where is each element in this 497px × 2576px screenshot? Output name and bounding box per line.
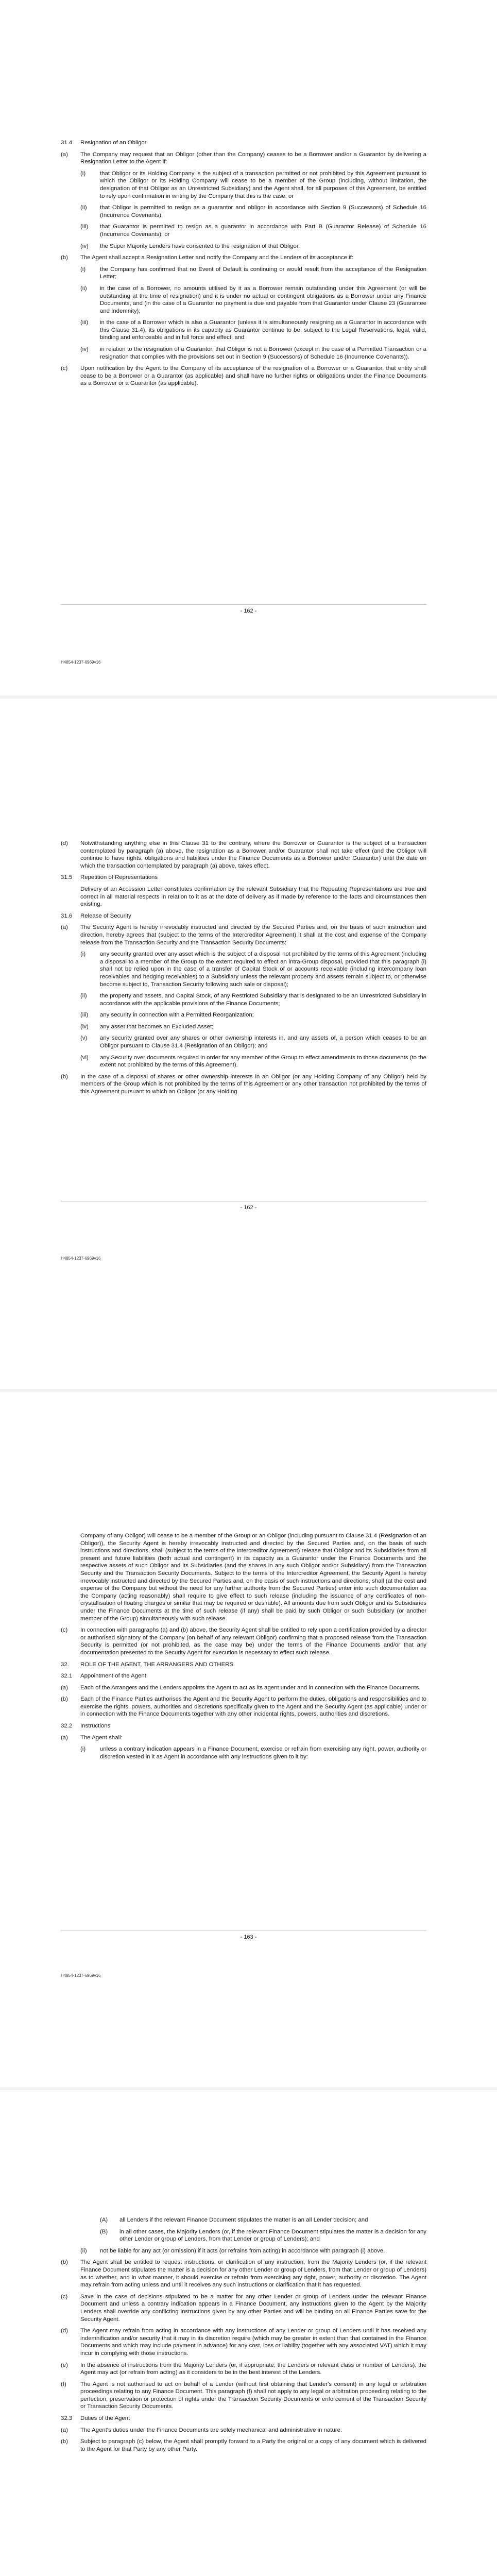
item-marker: (iv) <box>80 243 89 249</box>
clause-item <box>80 1035 426 1049</box>
clause-number: 31.6 <box>61 912 73 919</box>
item-marker: (b) <box>61 1073 68 1080</box>
item-marker: (i) <box>80 951 86 958</box>
item-text: Save in the case of decisions stipulated to be a matter for any other Lender or group of Lenders under the relevant Finance Document and unless a contrary indication appears in a Finance Document, any instructions given to the Agent by the Majority Lenders shall override any conflicting instructions given by any other Parties and will be binding on all Finance Parties save for the Security Agent. <box>80 2293 426 2323</box>
item-text: that Obligor is permitted to resign as a guarantor and obligor in accordance with Section 9 (Successors) of Schedule 16 (Incurrence Covenants); <box>100 205 426 218</box>
item-text: Notwithstanding anything else in this Clause 31 to the contrary, where the Borrower or Guarantor is the subject of a transaction contemplated by paragraph (a) above, the resignation as a Borrower and/or Guarantor shall not take effect (and the Obligor will continue to have rights, obligations and liabilities under the Finance Documents as a Borrower and/or Guarantor) until the date on which the transaction contemplated by paragraph (a) above, takes effect. <box>80 840 426 869</box>
item-marker: (ii) <box>80 285 87 292</box>
item-marker: (a) <box>61 1684 68 1691</box>
clause-number: 32. <box>61 1661 69 1668</box>
clause-item <box>80 170 426 200</box>
page-content <box>61 1532 426 1765</box>
clause-heading <box>61 874 426 882</box>
clause-item <box>61 840 426 870</box>
item-text: unless a contrary indication appears in a Finance Document, exercise or refrain from exercising any right, power, authority or discretion vested in it as Agent in accordance with any instructions given to it by: <box>100 1746 426 1760</box>
item-marker: (f) <box>61 2381 66 2387</box>
document-page-3 <box>0 1392 497 2087</box>
item-marker: (b) <box>61 2438 68 2445</box>
item-text: The Company may request that an Obligor (other than the Company) ceases to be a Borrower and/or a Guarantor by delivering a Resignation Letter to the Agent if: <box>80 151 426 165</box>
clause-number: 32.2 <box>61 1723 73 1730</box>
clause-title: Appointment of the Agent <box>80 1673 146 1680</box>
clause-number: 31.5 <box>61 874 73 881</box>
clause-item <box>80 2247 426 2255</box>
item-marker: (d) <box>61 840 68 846</box>
item-marker: (iii) <box>80 319 89 326</box>
item-text: In the absence of instructions from the Majority Lenders (or, if appropriate, the Lenders or relevant class or number of Lenders), the Agent may act (or refrain from acting) as it considers to be in the best interest of the Lenders. <box>80 2362 426 2376</box>
item-text: The Security Agent is hereby irrevocably instructed and directed by the Secured Parties and, on the basis of such instruction and direction, hereby agrees that (subject to the terms of the Intercreditor Agreement) it shall at the cost and expense of the Company release from the Transaction Security and the Transaction Security Documents: <box>80 924 426 946</box>
item-marker: (B) <box>100 2228 108 2235</box>
clause-item <box>80 223 426 238</box>
item-text: The Agent may refrain from acting in accordance with any instructions of any Lender or group of Lenders until it has received any indemnification and/or security that it may in its discretion require (which may be greater in extent than that contained in the Finance Documents and which may include payment in advance) for any cost, loss or liability (together with any associated VAT) which it may incur in complying with those instructions. <box>80 2328 426 2357</box>
page-content <box>61 2216 426 2457</box>
clause-paragraph: Delivery of an Accession Letter constitutes confirmation by the relevant Subsidiary that the Repeating Representations are true and correct in all material respects in relation to it as at the date of delivery as if made by reference to the facts and circumstances then existing. <box>80 886 426 908</box>
clause-number: 31.4 <box>61 140 73 146</box>
page-number: - 163 - <box>240 1934 257 1940</box>
clause-item <box>61 1626 426 1656</box>
item-marker: (b) <box>61 1696 68 1703</box>
clause-title: Release of Security <box>80 912 131 919</box>
clause-item <box>61 2427 426 2434</box>
clause-item <box>61 2362 426 2377</box>
page-number: - 162 - <box>240 1205 257 1211</box>
clause-item <box>61 1696 426 1718</box>
item-text: any security granted over any shares or other ownership interests in, and any assets of, a person which ceases to be an Obligor pursuant to Clause 31.4 (Resignation of an Obligor); and <box>100 1035 426 1049</box>
item-marker: (c) <box>61 365 68 372</box>
clause-item <box>80 319 426 342</box>
clause-item <box>61 2438 426 2453</box>
clause-item <box>80 951 426 988</box>
clause-item <box>100 2228 426 2243</box>
page-content <box>61 840 426 1100</box>
document-page-2 <box>0 699 497 1389</box>
clause-item <box>80 204 426 219</box>
item-text: the property and assets, and Capital Stock, of any Restricted Subsidiary that is designated to be an Unrestricted Subsidiary in accordance with the applicable provisions of the Finance Documents; <box>100 993 426 1007</box>
clause-item <box>80 1023 426 1031</box>
item-marker: (b) <box>61 2259 68 2266</box>
clause-item <box>80 243 426 250</box>
item-text: that Guarantor is permitted to resign as a guarantor in accordance with Part B (Guarantor Release) of Schedule 16 (Incurrence Covenants); or <box>100 224 426 238</box>
clause-heading <box>61 2415 426 2422</box>
item-marker: (ii) <box>80 2247 87 2254</box>
clause-number: 32.3 <box>61 2415 73 2422</box>
clause-item <box>80 1054 426 1069</box>
item-text: all Lenders if the relevant Finance Document stipulates the matter is an all Lender decision; and <box>119 2217 368 2223</box>
item-marker: (iv) <box>80 346 89 353</box>
item-marker: (c) <box>61 2293 68 2300</box>
clause-heading <box>61 1661 426 1669</box>
item-text: in all other cases, the Majority Lenders (or, if the relevant Finance Document stipulates the matter is a decision for any other Lender or group of Lenders, from that Lender or group of Lenders); and <box>119 2228 426 2243</box>
document-reference: H4854-1237-6969v16 <box>61 1256 101 1261</box>
item-text: in relation to the resignation of a Guarantor, that Obligor is not a Borrower (except in the case of a Permitted Transaction or a resignation that complies with the provisions set out in Section 9 (Successors) of Schedule 16 (Incurrence Covenants)). <box>100 346 426 360</box>
page-number: - 162 - <box>240 608 257 614</box>
item-marker: (a) <box>61 151 68 158</box>
document-page-4 <box>0 2090 497 2576</box>
clause-item <box>61 924 426 946</box>
item-marker: (iv) <box>80 1023 89 1030</box>
item-text: The Agent shall: <box>80 1734 123 1741</box>
item-marker: (ii) <box>80 993 87 999</box>
item-text: any asset that becomes an Excluded Asset; <box>100 1023 214 1030</box>
item-marker: (vi) <box>80 1054 89 1061</box>
clause-item <box>61 2327 426 2357</box>
item-text: The Agent shall accept a Resignation Letter and notify the Company and the Lenders of its acceptance if: <box>80 255 353 261</box>
item-text: any security in connection with a Permitted Reorganization; <box>100 1012 254 1019</box>
item-marker: (i) <box>80 1746 86 1753</box>
document-page-1 <box>0 0 497 696</box>
clause-title: Resignation of an Obligor <box>80 140 147 146</box>
clause-item <box>100 2216 426 2224</box>
item-text: Each of the Finance Parties authorises the Agent and the Security Agent to perform the duties, obligations and responsibilities and to exercise the rights, powers, authorities and discretions specifically given to the Agent and the Security Agent (as applicable) under or in connection with the Finance Documents together with any other incidental rights, powers, authorities and discretions. <box>80 1696 426 1718</box>
clause-paragraph: Company of any Obligor) will cease to be a member of the Group or an Obligor (including pursuant to Clause 31.4 (Resignation of an Obligor)), the Security Agent is hereby irrevocably instructed and directed by the Secured Parties and, on the basis of such instructions and directions, shall (subject to the terms of the Intercreditor Agreement) release that Obligor and its Subsidiaries from all present and future liabilities (both actual and contingent) in its capacity as a Guarantor under the Finance Documents and the respective assets of such Obligor and its Subsidiaries (and the shares in any such Obligor and/or Subsidiary) from the Transaction Security and the Transaction Security Documents. Subject to the terms of the Intercreditor Agreement, the Security Agent is hereby irrevocably instructed and directed by the Secured Parties and, on the basis of such instructions and directions, shall (at the cost and expense of the Company but without the need for any further authority from the Secured Parties) enter into such documentation as the Company (acting reasonably) shall require to give effect to such release (including the issuance of any certificates of non-crystallisation of floating charges or similar that may be required or desirable). All amounts due from such Obligor and its Subsidiaries under the Finance Documents at the time of such release (if any) shall be paid by such Obligor or such Subsidiary (or another member of the Group) simultaneously with such release. <box>80 1533 426 1622</box>
item-marker: (iii) <box>80 224 89 230</box>
item-text: in the case of a Borrower which is also a Guarantor (unless it is simultaneously resigning as a Guarantor in accordance with this Clause 31.4), its obligations in its capacity as Guarantor continue to be, subject to the Legal Reservations, legal, valid, binding and enforceable and in full force and effect; and <box>100 319 426 341</box>
clause-item <box>61 254 426 262</box>
clause-item <box>61 2381 426 2411</box>
item-marker: (a) <box>61 924 68 931</box>
clause-title: Duties of the Agent <box>80 2415 130 2422</box>
item-marker: (a) <box>61 1734 68 1741</box>
clause-item <box>80 266 426 281</box>
clause-item <box>80 992 426 1007</box>
document-reference: H4854-1237-6969v16 <box>61 660 101 665</box>
item-marker: (i) <box>80 170 86 177</box>
item-text: The Agent's duties under the Finance Documents are solely mechanical and administrative in nature. <box>80 2427 342 2433</box>
clause-item <box>61 2293 426 2323</box>
item-marker: (A) <box>100 2217 108 2223</box>
item-text: In the case of a disposal of shares or other ownership interests in an Obligor (or any Holding Company of any Obligor) held by members of the Group which is not prohibited by the terms of this Agreement or any other transaction not prohibited by the terms of this Agreement pursuant to which an Obligor (or any Holding <box>80 1073 426 1095</box>
clause-item <box>80 1745 426 1760</box>
item-text: the Super Majority Lenders have consented to the resignation of that Obligor. <box>100 243 300 249</box>
clause-heading <box>61 1672 426 1680</box>
document-reference: H4854-1237-6969v16 <box>61 1973 101 1978</box>
clause-item <box>61 151 426 166</box>
item-marker: (i) <box>80 266 86 273</box>
item-text: The Agent shall be entitled to request instructions, or clarification of any instruction, from the Majority Lenders (or, if the relevant Finance Document stipulates the matter is a decision for any other Lender or group of Lenders, from that Lender or group of Lenders) as to whether, and in what manner, it should exercise or refrain from exercising any right, power, authority or discretion. The Agent may refrain from acting unless and until it receives any such instructions or clarification that it has requested. <box>80 2259 426 2289</box>
item-text: any Security over documents required in order for any member of the Group to effect amendments to those documents (to the extent not prohibited by the terms of this Agreement). <box>100 1054 426 1069</box>
clause-item <box>61 1684 426 1692</box>
page-content <box>61 139 426 392</box>
item-marker: (v) <box>80 1035 88 1042</box>
clause-item <box>61 1073 426 1096</box>
clause-item <box>61 365 426 387</box>
item-marker: (iii) <box>80 1012 89 1019</box>
item-text: Upon notification by the Agent to the Company of its acceptance of the resignation of a Borrower or a Guarantor, that entity shall cease to be a Borrower or a Guarantor (as applicable) and shall have no further rights or obligations under the Finance Documents as a Borrower or a Guarantor (as applicable). <box>80 365 426 387</box>
item-marker: (ii) <box>80 205 87 211</box>
item-text: in the case of a Borrower, no amounts utilised by it as a Borrower remain outstanding under this Agreement (or will be outstanding at the time of resignation) and it is under no actual or contingent obligations as a Borrower under any Finance Documents, and (in the case of a Guarantor no payment is due and payable from that Guarantor under Clause 23 (Guarantee and Indemnity); <box>100 285 426 314</box>
item-text: the Company has confirmed that no Event of Default is continuing or would result from the acceptance of the Resignation Letter; <box>100 266 426 280</box>
item-marker: (e) <box>61 2362 68 2368</box>
item-marker: (c) <box>61 1627 68 1634</box>
clause-item <box>80 346 426 361</box>
clause-title: ROLE OF THE AGENT, THE ARRANGERS AND OTHERS <box>80 1661 234 1668</box>
item-text: any security granted over any asset which is the subject of a disposal not prohibited by the terms of this Agreement (including a disposal to a member of the Group to the extent required to effect an intra-Group disposal, provided that this paragraph (i) shall not be relied upon in the case of a transfer of Capital Stock of or accounts receivable (including intercompany loan receivables and hedging receivables) to a Subsidiary unless the relevant property and assets remain subject to, or otherwise become subject to, Transaction Security following such sale or disposal); <box>100 951 426 988</box>
item-marker: (a) <box>61 2427 68 2433</box>
clause-heading <box>61 139 426 147</box>
item-marker: (b) <box>61 255 68 261</box>
item-text: The Agent is not authorised to act on behalf of a Lender (without first obtaining that Lender's consent) in any legal or arbitration proceedings relating to any Finance Document. This paragraph (f) shall not apply to any legal or arbitration proceeding relating to the perfection, preservation or protection of rights under the Transaction Security Documents or enforcement of the Transaction Security or Transaction Security Documents. <box>80 2381 426 2410</box>
item-text: Subject to paragraph (c) below, the Agent shall promptly forward to a Party the original or a copy of any document which is delivered to the Agent for that Party by any other Party. <box>80 2438 426 2452</box>
clause-item <box>61 2259 426 2289</box>
item-text: In connection with paragraphs (a) and (b) above, the Security Agent shall be entitled to rely upon a certification provided by a director or authorised signatory of the Company (on behalf of any relevant Obligor) confirming that a proposed release from the Transaction Security is permitted (or not prohibited, as the case may be) under the terms of the Finance Documents and/or that any documentation presented to the Security Agent for execution is necessary to effect such release. <box>80 1627 426 1656</box>
item-text: not be liable for any act (or omission) if it acts (or refrains from acting) in accordance with paragraph (i) above. <box>100 2247 385 2254</box>
clause-heading <box>61 912 426 920</box>
item-text: Each of the Arrangers and the Lenders appoints the Agent to act as its agent under and in connection with the Finance Documents. <box>80 1684 421 1691</box>
clause-number: 32.1 <box>61 1673 73 1680</box>
clause-title: Repetition of Representations <box>80 874 158 881</box>
footer-rule <box>61 604 426 605</box>
clause-item <box>61 1734 426 1742</box>
clause-title: Instructions <box>80 1723 111 1730</box>
item-marker: (d) <box>61 2328 68 2334</box>
clause-heading <box>61 1722 426 1730</box>
clause-item <box>80 1011 426 1019</box>
clause-item <box>80 285 426 315</box>
item-text: that Obligor or its Holding Company is the subject of a transaction permitted or not prohibited by this Agreement pursuant to which the Obligor or its Holding Company will cease to be a member of the Group (including, without limitation, the designation of that Obligor as an Unrestricted Subsidiary) and the Agent shall, for all purposes of this Agreement, be entitled to rely upon confirmation in writing by the Company that this is the case; or <box>100 170 426 199</box>
